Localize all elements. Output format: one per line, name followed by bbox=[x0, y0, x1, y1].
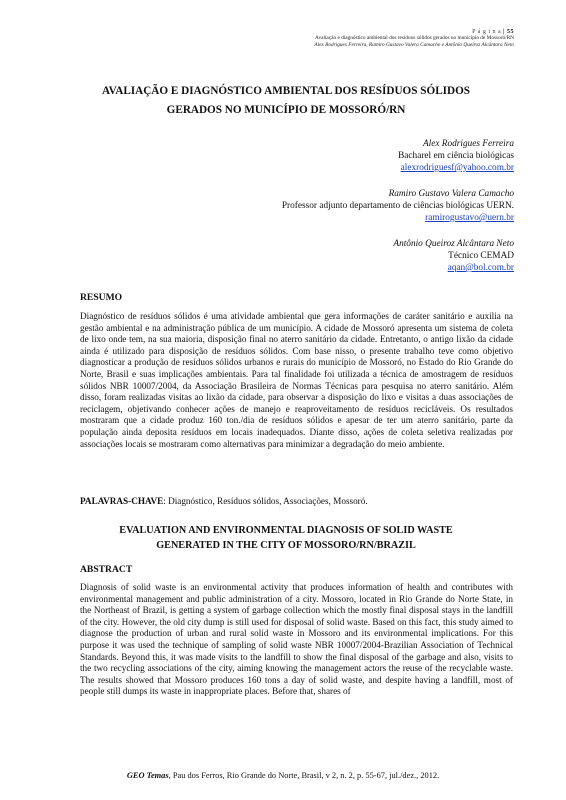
author-1 bbox=[282, 138, 514, 174]
abstract-text: Diagnosis of solid waste is an environmental activity that produces information of health and contributes with environmental management and public administration of a city. Mossoro, located in Rio Grande do Norte State, in the Northeast of Brazil, is getting a system of garbage collection which the mostly final disposal stays in the landfill of the city. However, the old city dump is still used for disposal of solid waste. Based on this fact, this study aimed to diagnose the production of urban and rural solid waste in Mossoro and its environmental implications. For this purpose it was used the technique of sampling of solid waste NBR 10007/2004-Brazilian Association of Technical Standards. Beyond this, it was made visits to the landfill to show the final disposal of the garbage and also, visits to the two recycling associations of the city, aiming knowing the management actors the reuse of the recyclable waste. The results showed that Mossoro produces 160 tons a day of solid waste, and despite having a landfill, most of people still dumps its waste in inappropriate places. Before that, shares of bbox=[80, 582, 513, 697]
footer-citation bbox=[0, 771, 566, 780]
keywords-label: PALAVRAS-CHAVE bbox=[80, 496, 164, 506]
author-role: Bacharel em ciência biológicas bbox=[398, 151, 514, 161]
author-email-link[interactable]: aqan@bol.com.br bbox=[447, 263, 514, 273]
header-authors: Alex Rodrigues Ferreira, Ramiro Gustavo Valera Camacho e Antônio Queiroz Alcântara Neto bbox=[314, 41, 514, 48]
author-role: Técnico CEMAD bbox=[448, 251, 514, 261]
author-name: Ramiro Gustavo Valera Camacho bbox=[388, 189, 514, 199]
resumo-text: Diagnóstico de resíduos sólidos é uma atividade ambiental que gera informações de caráter sanitário e auxilia na gestão ambiental e na administração pública de um município. A cidade de Mossoró apresenta um sistema de coleta de lixo onde tem, na sua maioria, disposição final no aterro sanitário da cidade. Entretanto, o antigo lixão da cidade ainda é utilizado para disposição de resíduos sólidos. Com base nisso, o presente trabalho teve como objetivo diagnosticar a produção de resíduos sólidos urbanos e rurais do município de Mossoró, no Estado do Rio Grande do Norte, Brasil e suas implicações ambientais. Para tal finalidade foi utilizada a técnica de amostragem de resíduos sólidos NBR 10007/2004, da Associação Brasileira de Normas Técnicas para pesquisa no aterro sanitário. Além disso, foram realizadas visitas ao lixão da cidade, para observar a disposição do lixo e visitas a duas associações de reciclagem, objetivando conhecer ações de manejo e reaproveitamento de resíduos recicláveis. Os resultados mostraram que a cidade produz 160 ton./dia de resíduos sólidos e apesar de ter um aterro sanitário, parte da população ainda deposita resíduos em locais inadequados. Diante disso, ações de coleta seletiva realizadas por associações locais se mostraram como alternativas para minimizar a degradação do meio ambiente. bbox=[80, 311, 513, 449]
author-email-link[interactable]: alexrodriguesf@yahoo.com.br bbox=[400, 163, 514, 173]
title-en-line-1: EVALUATION AND ENVIRONMENTAL DIAGNOSIS OF SOLID WASTE bbox=[119, 525, 453, 536]
author-name: Alex Rodrigues Ferreira bbox=[422, 139, 514, 149]
journal-logo-text: GEO Temas bbox=[126, 771, 169, 780]
page-number: | 55 bbox=[503, 29, 514, 35]
citation-text: , Pau dos Ferros, Rio Grande do Norte, Brasil, v 2, n. 2, p. 55-67, jul./dez., 2012. bbox=[168, 771, 440, 780]
header-article-title: Avaliação e diagnóstico ambiental dos resíduos sólidos gerados no município de Mossoró/RN bbox=[315, 35, 514, 41]
author-2 bbox=[282, 188, 514, 224]
title-en-line-2: GENERATED IN THE CITY OF MOSSORO/RN/BRAZIL bbox=[156, 540, 416, 551]
author-role: Professor adjunto departamento de ciências biológicas UERN. bbox=[281, 201, 514, 211]
author-3 bbox=[282, 238, 514, 274]
author-email-link[interactable]: ramirogustavo@uern.br bbox=[425, 213, 514, 223]
resumo-heading: RESUMO bbox=[80, 292, 123, 303]
author-name: Antônio Queiroz Alcântara Neto bbox=[393, 239, 514, 249]
abstract-heading: ABSTRACT bbox=[80, 564, 133, 575]
paper-title-pt bbox=[60, 82, 512, 120]
page-label: P á g i n a bbox=[472, 29, 502, 35]
title-pt-line-1: AVALIAÇÃO E DIAGNÓSTICO AMBIENTAL DOS RESÍDUOS SÓLIDOS bbox=[101, 85, 471, 97]
author-block bbox=[282, 138, 514, 274]
running-header bbox=[314, 29, 514, 48]
keywords-text: : Diagnóstico, Resíduos sólidos, Associações, Mossoró. bbox=[163, 496, 368, 506]
paper-title-en bbox=[60, 523, 512, 553]
keywords-line bbox=[80, 496, 513, 506]
title-pt-line-2: GERADOS NO MUNICÍPIO DE MOSSORÓ/RN bbox=[166, 104, 406, 116]
